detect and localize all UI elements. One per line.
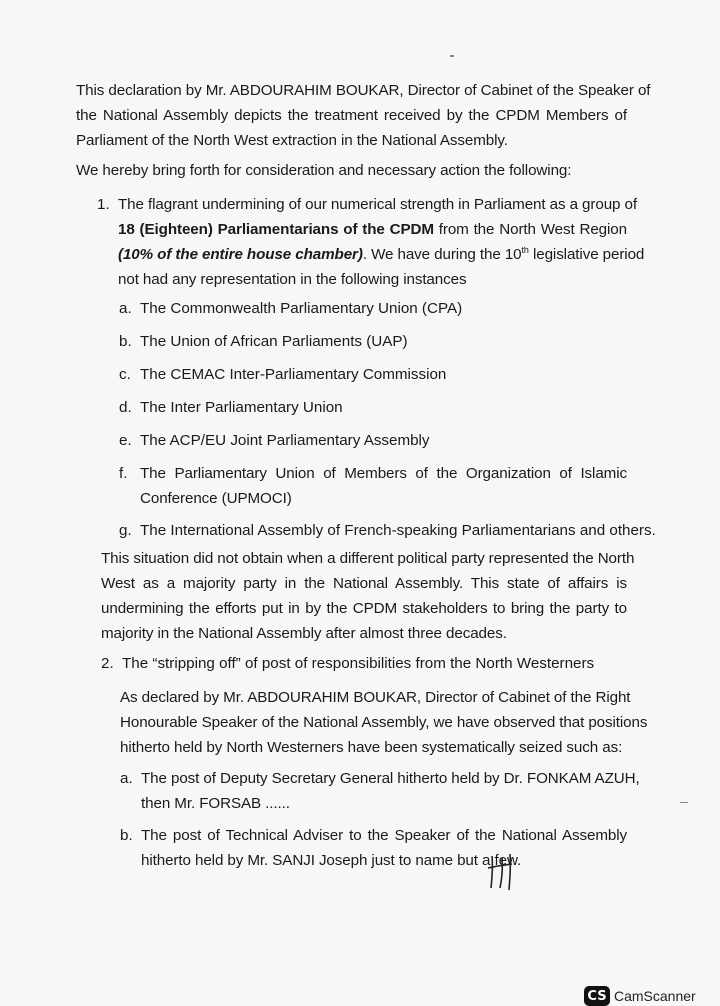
list-item-text <box>141 823 627 873</box>
list-item <box>119 461 127 486</box>
camscanner-brand: CamScanner <box>614 988 696 1004</box>
point-1-number: 1. <box>97 196 110 213</box>
point-1-line-4: not had any representation in the following instances <box>118 271 467 288</box>
item-2a-line-2: then Mr. FORSAB ...... <box>141 795 290 812</box>
item-label: a. <box>120 770 133 787</box>
camscanner-logo: CS <box>584 986 610 1006</box>
item-2a-line-1: The post of Deputy Secretary General hitherto held by Dr. FONKAM AZUH, <box>141 770 640 787</box>
point-1-line-2-rest: from the North West Region <box>433 221 627 238</box>
item-label: f. <box>119 465 128 482</box>
list-item-text: The CEMAC Inter-Parliamentary Commission <box>140 366 447 383</box>
list-item <box>120 766 133 791</box>
list-item-text <box>141 766 640 816</box>
point-2-number: 2. <box>101 655 114 672</box>
item-label: b. <box>119 333 132 350</box>
list-item-text: The ACP/EU Joint Parliamentary Assembly <box>140 432 430 449</box>
intro-line-3: Parliament of the North West extraction in the National Assembly. <box>76 132 508 149</box>
item-f-line-1: The Parliamentary Union of Members of the Organization of Islamic <box>140 465 627 482</box>
item-f-line-2: Conference (UPMOCI) <box>140 490 292 507</box>
list-item <box>119 329 132 354</box>
lead-sentence <box>76 158 627 183</box>
list-item <box>119 362 131 387</box>
point-2-line-1: As declared by Mr. ABDOURAHIM BOUKAR, Director of Cabinet of the Right <box>120 689 631 706</box>
intro-paragraph <box>76 78 651 153</box>
point-1-line-3-a: . We have during the 10 <box>362 246 522 263</box>
item-label: e. <box>119 432 132 449</box>
item-2b-line-1: The post of Technical Adviser to the Speaker of the National Assembly <box>141 827 627 844</box>
point-2-body <box>120 685 648 760</box>
intro-line-1: This declaration by Mr. ABDOURAHIM BOUKAR, Director of Cabinet of the Speaker of <box>76 82 651 99</box>
after-line-1: This situation did not obtain when a different political party represented the North <box>101 550 635 567</box>
list-item <box>119 518 132 543</box>
item-label: b. <box>120 827 133 844</box>
item-2b-line-2: hitherto held by Mr. SANJI Joseph just to name but a few. <box>141 852 522 869</box>
after-line-3: undermining the efforts put in by the CPDM stakeholders to bring the party to <box>101 600 627 617</box>
point-1-line-3-b: legislative period <box>528 246 645 263</box>
initials-signature-icon <box>486 852 520 892</box>
point-2-line-2: Honourable Speaker of the National Assembly, we have observed that positions <box>120 714 648 731</box>
list-item-text <box>140 461 627 511</box>
list-item-text: The Inter Parliamentary Union <box>140 399 343 416</box>
point-1-line-3 <box>118 242 645 267</box>
list-item <box>119 428 132 453</box>
point-2-title: The “stripping off” of post of responsibilities from the North Westerners <box>122 655 595 672</box>
lead-text: We hereby bring forth for consideration and necessary action the following: <box>76 162 572 179</box>
point-1-line-2 <box>118 217 627 242</box>
point-1-after-paragraph <box>101 546 635 646</box>
point-2-line-3: hitherto held by North Westerners have been systematically seized such as: <box>120 739 623 756</box>
item-label: g. <box>119 522 132 539</box>
scan-mark <box>680 802 688 803</box>
intro-line-2: the National Assembly depicts the treatment received by the CPDM Members of <box>76 107 627 124</box>
point-1-superscript: th <box>521 245 529 255</box>
camscanner-watermark <box>584 986 696 1006</box>
after-line-4: majority in the National Assembly after almost three decades. <box>101 625 507 642</box>
list-item <box>119 395 132 420</box>
list-item <box>120 823 133 848</box>
point-1-paragraph <box>118 192 645 292</box>
list-item <box>119 296 132 321</box>
scan-mark <box>450 55 454 57</box>
item-label: a. <box>119 300 132 317</box>
item-label: c. <box>119 366 131 383</box>
item-label: d. <box>119 399 132 416</box>
point-1-line-1: The flagrant undermining of our numerical strength in Parliament as a group of <box>118 196 637 213</box>
list-item-text: The Union of African Parliaments (UAP) <box>140 333 408 350</box>
after-line-2: West as a majority party in the National Assembly. This state of affairs is <box>101 575 627 592</box>
point-1-bolditalic-share: (10% of the entire house chamber) <box>118 246 363 263</box>
list-item-text: The International Assembly of French-speaking Parliamentarians and others. <box>140 522 656 539</box>
list-item-text: The Commonwealth Parliamentary Union (CPA) <box>140 300 463 317</box>
point-1-bold-count: 18 (Eighteen) Parliamentarians of the CPDM <box>118 221 434 238</box>
